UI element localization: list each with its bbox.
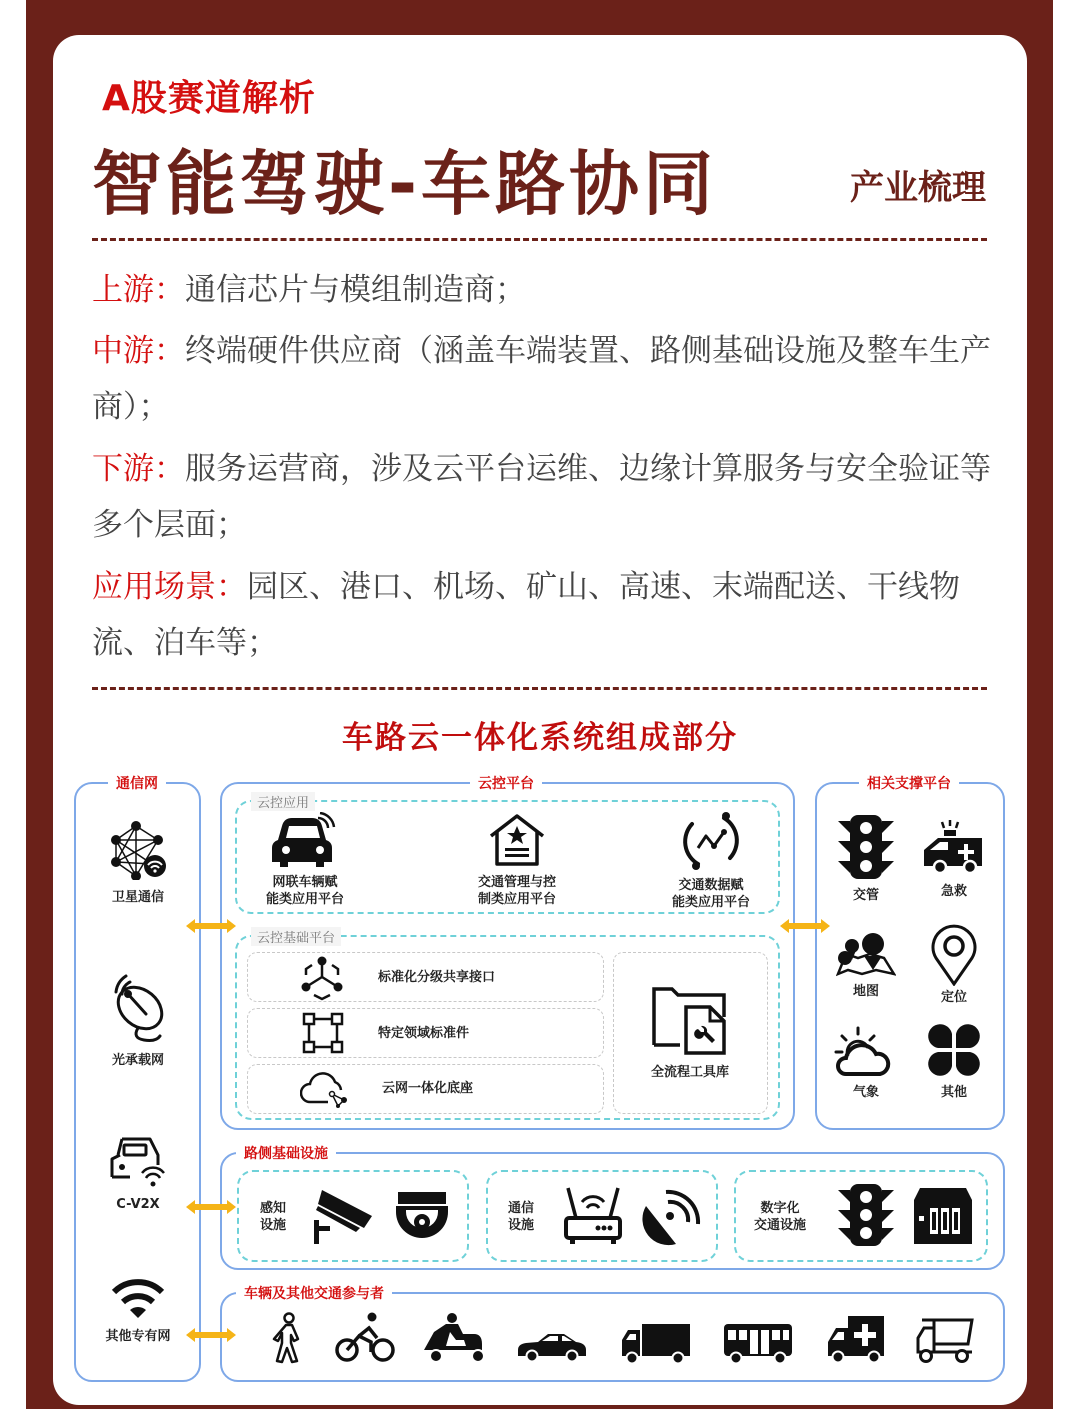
upstream-label: 上游： — [92, 272, 185, 308]
support-platform-label: 相关支撑平台 — [859, 773, 959, 793]
roadside-group-label: 数字化 交通设施 — [753, 1201, 806, 1233]
traffic-light-icon — [836, 1182, 896, 1248]
scenarios-label: 应用场景： — [92, 569, 247, 605]
clover-icon — [926, 1022, 982, 1078]
dump-truck-icon — [914, 1316, 976, 1364]
divider — [92, 238, 987, 241]
toolkit-label: 全流程工具库 — [650, 1065, 729, 1080]
nodes-square-icon — [302, 1012, 344, 1054]
connected-car-icon — [272, 812, 336, 868]
support-item-label: 地图 — [852, 984, 879, 999]
downstream-label: 下游： — [92, 451, 185, 487]
weather-icon — [832, 1024, 898, 1080]
cloud-app-label: 网联车辆赋 能类应用平台 — [265, 875, 344, 907]
roadside-label: 路侧基础设施 — [236, 1143, 336, 1163]
comm-item-label: 其他专有网 — [105, 1329, 171, 1344]
traffic-light-icon — [836, 813, 896, 881]
scenarios-text: 园区、港口、机场、矿山、高速、末端配送、干线物流、泊车等； — [92, 569, 960, 661]
roadside-group-label: 通信 设施 — [507, 1201, 534, 1233]
cloud-app-label: 交通管理与控 制类应用平台 — [477, 875, 556, 907]
downstream-text: 服务运营商，涉及云平台运维、边缘计算服务与安全验证等多个层面； — [92, 451, 991, 543]
category-tag: A股赛道解析 — [102, 78, 316, 119]
comm-item-label: C-V2X — [116, 1197, 160, 1212]
scooter-icon — [424, 1312, 488, 1364]
ambulance-icon — [924, 820, 984, 876]
connected-car-icon — [108, 1135, 170, 1193]
support-item-label: 急救 — [940, 884, 967, 899]
cloud-platform-label: 云控平台 — [470, 773, 542, 793]
truck-icon — [620, 1322, 692, 1364]
comm-item-label: 光承载网 — [111, 1053, 164, 1068]
car-icon — [516, 1332, 588, 1362]
roadside-cabinet-icon — [912, 1186, 974, 1246]
bus-icon — [722, 1322, 794, 1364]
midstream-label: 中游： — [92, 333, 185, 369]
roadside-group-label: 感知 设施 — [259, 1201, 286, 1233]
house-star-icon — [487, 812, 547, 868]
upstream-text: 通信芯片与模组制造商； — [185, 272, 526, 308]
midstream-paragraph — [92, 323, 1007, 435]
support-item-label: 其他 — [940, 1085, 967, 1100]
dome-camera-icon — [392, 1188, 452, 1244]
diagram-title: 车路云一体化系统组成部分 — [342, 720, 738, 756]
cloud-apps-label: 云控应用 — [251, 792, 315, 811]
support-item-label: 气象 — [852, 1085, 879, 1100]
hexagon-network-icon — [300, 955, 344, 1001]
comm-network-label: 通信网 — [108, 773, 166, 793]
comm-item-label: 卫星通信 — [111, 890, 164, 905]
cloud-base-label: 云控基础平台 — [251, 927, 341, 946]
base-item-label: 云网一体化底座 — [382, 1081, 474, 1096]
cloud-network-icon — [300, 1070, 352, 1108]
router-icon — [562, 1186, 624, 1246]
cyclist-icon — [334, 1312, 396, 1364]
support-item-label: 交管 — [852, 888, 879, 903]
upstream-paragraph — [92, 262, 1007, 318]
midstream-text: 终端硬件供应商（涵盖车端装置、路侧基础设施及整车生产商）； — [92, 333, 991, 425]
pedestrian-icon — [272, 1312, 306, 1364]
bidirectional-arrow-icon — [780, 919, 830, 933]
bidirectional-arrow-icon — [186, 919, 236, 933]
dish-antenna-icon — [640, 1186, 702, 1246]
bidirectional-arrow-icon — [186, 1200, 236, 1214]
wifi-icon — [110, 1276, 166, 1322]
downstream-paragraph — [92, 441, 1007, 553]
satellite-network-icon — [108, 820, 168, 880]
divider — [92, 687, 987, 690]
cloud-app-label: 交通数据赋 能类应用平台 — [671, 878, 750, 910]
page-title: 智能驾驶-车路协同 — [92, 143, 718, 225]
scenarios-paragraph — [92, 559, 1007, 671]
location-pin-icon — [930, 922, 978, 986]
satellite-dish-icon — [106, 970, 170, 1046]
base-item-label: 特定领域标准件 — [378, 1026, 470, 1041]
map-icon — [836, 926, 896, 978]
cctv-camera-icon — [312, 1186, 374, 1246]
data-cycle-icon — [680, 810, 742, 872]
bidirectional-arrow-icon — [186, 1328, 236, 1342]
base-item-label: 标准化分级共享接口 — [378, 970, 496, 985]
participants-label: 车辆及其他交通参与者 — [236, 1283, 392, 1303]
folder-wrench-icon — [652, 985, 728, 1055]
support-item-label: 定位 — [940, 990, 967, 1005]
page-subtitle: 产业梳理 — [850, 168, 986, 208]
ambulance-icon — [826, 1314, 886, 1364]
